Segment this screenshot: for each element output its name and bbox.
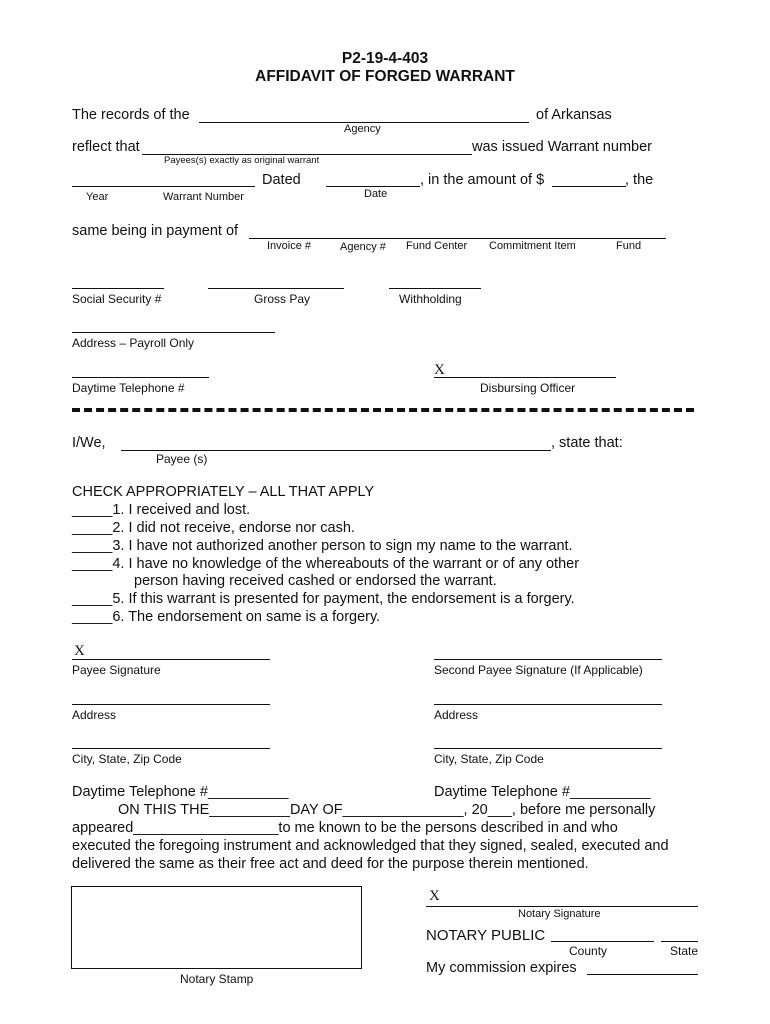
county-field[interactable] xyxy=(551,941,654,942)
payee-address-caption: Address xyxy=(72,708,117,722)
check-text: 5. If this warrant is presented for payment, the endorsement is a forgery. xyxy=(112,591,575,607)
notary-line-3: executed the foregoing instrument and acknowledged that they signed, sealed, executed and xyxy=(72,838,669,854)
second-payee-city-field[interactable] xyxy=(434,748,662,749)
check-item-1[interactable] xyxy=(72,502,250,518)
withholding-caption: Withholding xyxy=(399,292,462,306)
check-text: 6. The endorsement on same is a forgery. xyxy=(112,609,381,625)
payee-signature-field[interactable] xyxy=(72,659,270,660)
payee-city-caption: City, State, Zip Code xyxy=(72,752,182,766)
notary-line-1: ON THIS THE__________DAY OF_______________, 20___, before me personally xyxy=(118,802,656,818)
check-text: 3. I have not authorized another person to sign my name to the warrant. xyxy=(112,538,573,554)
officer-phone-field[interactable] xyxy=(72,377,209,378)
withholding-field[interactable] xyxy=(389,288,481,289)
check-item-5[interactable] xyxy=(72,591,575,607)
check-text: 4. I have no knowledge of the whereabouts of the warrant or of any other xyxy=(112,556,580,572)
payee-phone[interactable]: Daytime Telephone #__________ xyxy=(72,784,289,800)
state-caption: State xyxy=(670,944,699,958)
check-text: 2. I did not receive, endorse nor cash. xyxy=(112,520,355,536)
amount-field[interactable] xyxy=(552,186,626,187)
payroll-address-field[interactable] xyxy=(72,332,275,333)
payee-caption: Payees(s) exactly as original warrant xyxy=(164,155,320,166)
officer-signature-field[interactable] xyxy=(434,377,616,378)
second-payee-address-field[interactable] xyxy=(434,704,662,705)
notary-public-label: NOTARY PUBLIC xyxy=(426,927,546,944)
payment-field[interactable] xyxy=(249,238,666,239)
check-blank[interactable]: _____ xyxy=(72,609,113,625)
county-caption: County xyxy=(569,944,608,958)
notary-stamp-caption: Notary Stamp xyxy=(180,972,254,986)
second-payee-city-caption: City, State, Zip Code xyxy=(434,752,544,766)
payroll-address-caption: Address – Payroll Only xyxy=(72,336,195,350)
officer-phone-caption: Daytime Telephone # xyxy=(72,381,185,395)
payee-signature-caption: Payee Signature xyxy=(72,663,161,677)
payee-x-mark: X xyxy=(74,643,85,659)
notary-signature-caption: Notary Signature xyxy=(518,908,601,920)
the-label: , the xyxy=(625,172,654,188)
check-item-4-continued xyxy=(134,573,497,589)
check-item-6[interactable] xyxy=(72,609,380,625)
check-text: 1. I received and lost. xyxy=(112,502,251,518)
iwe-label: I/We, xyxy=(72,435,106,451)
check-item-2[interactable] xyxy=(72,520,355,536)
warrant-caption: Warrant Number xyxy=(163,191,244,203)
date-field[interactable] xyxy=(326,186,420,187)
amount-label: , in the amount of $ xyxy=(420,172,545,188)
year-caption: Year xyxy=(86,191,109,203)
invoice-caption: Invoice # xyxy=(267,240,312,252)
notary-line-4: delivered the same as their free act and deed for the purpose therein mentioned. xyxy=(72,856,589,872)
date-caption: Date xyxy=(364,188,388,200)
payee-address-field[interactable] xyxy=(72,704,270,705)
check-heading: CHECK APPROPRIATELY – ALL THAT APPLY xyxy=(72,484,375,500)
agency-number-caption: Agency # xyxy=(340,241,386,253)
records-suffix: of Arkansas xyxy=(536,107,612,123)
second-payee-address-caption: Address xyxy=(434,708,479,722)
officer-x-mark: X xyxy=(434,362,445,378)
commission-label: My commission expires xyxy=(426,960,577,976)
form-number: P2-19-4-403 xyxy=(341,50,429,67)
second-payee-signature-field[interactable] xyxy=(434,659,662,660)
check-blank[interactable]: _____ xyxy=(72,538,113,554)
page-title: AFFIDAVIT OF FORGED WARRANT xyxy=(255,68,515,85)
notary-signature-field[interactable] xyxy=(426,906,698,907)
notary-line-2: appeared__________________to me known to be the persons described in and who xyxy=(72,820,618,836)
payment-prefix: same being in payment of xyxy=(72,223,239,239)
check-blank[interactable]: _____ xyxy=(72,520,113,536)
notary-stamp-box[interactable] xyxy=(71,886,362,969)
ssn-field[interactable] xyxy=(72,288,164,289)
notary-x-mark: X xyxy=(429,888,440,904)
section-divider xyxy=(72,408,694,412)
commitment-item-caption: Commitment Item xyxy=(489,240,576,252)
second-payee-signature-caption: Second Payee Signature (If Applicable) xyxy=(434,663,643,677)
check-blank[interactable]: _____ xyxy=(72,556,113,572)
gross-pay-field[interactable] xyxy=(208,288,344,289)
check-text: person having received cashed or endorsed the warrant. xyxy=(134,573,497,589)
check-blank[interactable]: _____ xyxy=(72,591,113,607)
fund-center-caption: Fund Center xyxy=(406,240,468,252)
state-field[interactable] xyxy=(661,941,698,942)
check-item-3[interactable] xyxy=(72,538,573,554)
gross-pay-caption: Gross Pay xyxy=(254,292,311,306)
payee-names-caption: Payee (s) xyxy=(156,452,208,466)
payee-names-field[interactable] xyxy=(121,450,551,451)
payee-city-field[interactable] xyxy=(72,748,270,749)
ssn-caption: Social Security # xyxy=(72,292,162,306)
reflect-suffix: was issued Warrant number xyxy=(472,139,652,155)
fund-caption: Fund xyxy=(616,240,642,252)
dated-label: Dated xyxy=(262,172,301,188)
reflect-prefix: reflect that xyxy=(72,139,140,155)
officer-caption: Disbursing Officer xyxy=(480,381,576,395)
year-warrant-field[interactable] xyxy=(72,186,255,187)
commission-field[interactable] xyxy=(587,974,698,975)
records-prefix: The records of the xyxy=(72,107,190,123)
state-that-label: , state that: xyxy=(551,435,623,451)
agency-caption: Agency xyxy=(344,123,381,135)
check-blank[interactable]: _____ xyxy=(72,502,113,518)
second-payee-phone[interactable]: Daytime Telephone #__________ xyxy=(434,784,651,800)
check-item-4[interactable] xyxy=(72,556,579,572)
